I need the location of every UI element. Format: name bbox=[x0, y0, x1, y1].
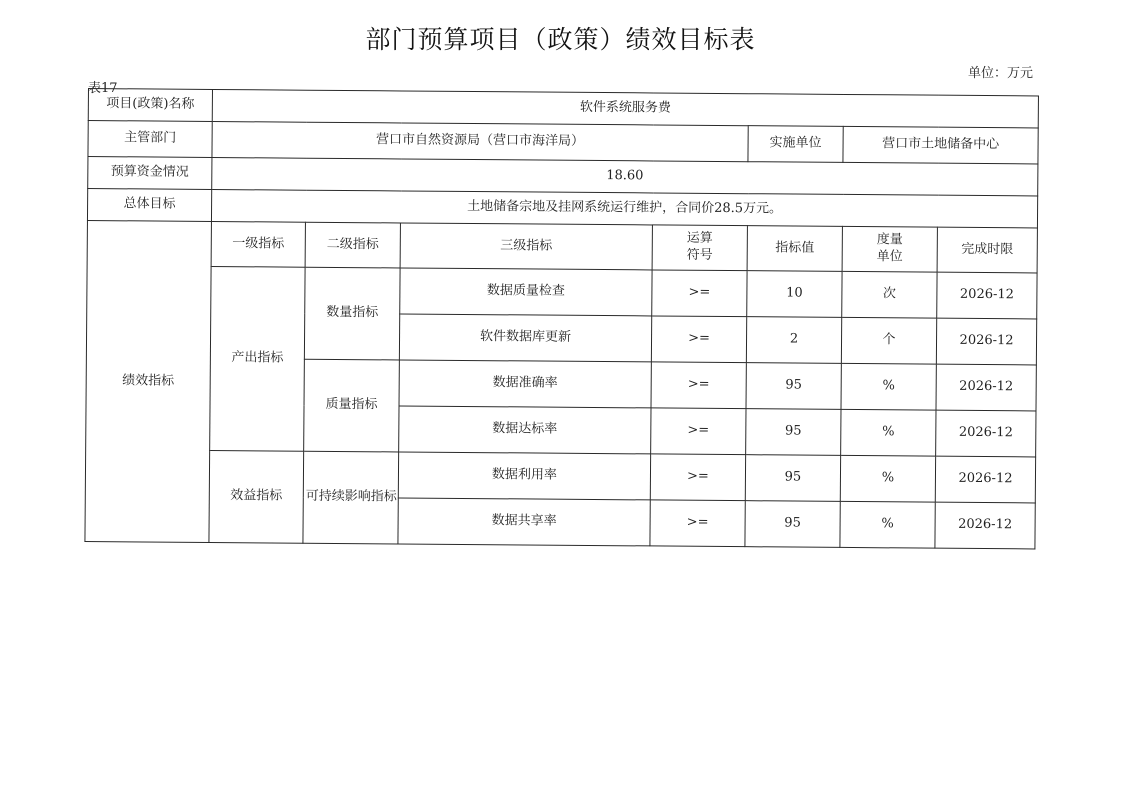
level1-indicator: 产出指标 bbox=[210, 266, 305, 451]
deadline-cell: 2026-12 bbox=[937, 272, 1037, 319]
target-value-cell: 2 bbox=[746, 317, 841, 364]
table-number: 表17 bbox=[88, 81, 118, 96]
performance-target-table bbox=[84, 88, 1039, 549]
operator-cell: >= bbox=[651, 408, 746, 455]
header-level2: 二级指标 bbox=[305, 222, 400, 268]
target-value-cell: 95 bbox=[746, 409, 841, 456]
level3-indicator: 数据达标率 bbox=[399, 406, 651, 454]
level3-indicator: 软件数据库更新 bbox=[399, 314, 651, 362]
unit-cell: 个 bbox=[841, 317, 936, 364]
impl-label: 实施单位 bbox=[748, 126, 843, 163]
dept-value: 营口市自然资源局（营口市海洋局） bbox=[212, 121, 748, 161]
unit-cell: 次 bbox=[842, 271, 937, 318]
budget-value: 18.60 bbox=[212, 157, 1038, 195]
unit-label: 单位：万元 bbox=[967, 66, 1033, 81]
header-value: 指标值 bbox=[747, 226, 842, 272]
level2-indicator: 可持续影响指标 bbox=[303, 451, 399, 544]
operator-cell: >= bbox=[651, 362, 746, 409]
level3-indicator: 数据共享率 bbox=[398, 498, 650, 546]
unit-cell: % bbox=[841, 409, 936, 456]
target-value-cell: 95 bbox=[746, 363, 841, 410]
header-level1: 一级指标 bbox=[211, 221, 305, 267]
unit-cell: % bbox=[840, 501, 935, 548]
page-title: 部门预算项目（政策）绩效目标表 bbox=[365, 25, 756, 54]
header-unit-line1: 度量 bbox=[876, 232, 903, 248]
project-name-value: 软件系统服务费 bbox=[212, 89, 1038, 127]
header-deadline: 完成时限 bbox=[937, 227, 1037, 273]
level3-indicator: 数据质量检查 bbox=[400, 268, 652, 316]
header-unit-line2: 单位 bbox=[876, 249, 903, 265]
level2-indicator: 数量指标 bbox=[304, 267, 400, 360]
level1-indicator: 效益指标 bbox=[209, 450, 304, 543]
goal-label: 总体目标 bbox=[87, 189, 211, 222]
header-level3: 三级指标 bbox=[400, 223, 652, 270]
goal-value: 土地储备宗地及挂网系统运行维护，合同价28.5万元。 bbox=[211, 189, 1037, 227]
indicator-row bbox=[87, 265, 1037, 318]
operator-cell: >= bbox=[650, 500, 745, 547]
deadline-cell: 2026-12 bbox=[936, 318, 1036, 365]
project-name-label: 项目(政策)名称 bbox=[88, 89, 212, 122]
indicator-section-label: 绩效指标 bbox=[85, 220, 212, 542]
deadline-cell: 2026-12 bbox=[935, 502, 1035, 549]
target-value-cell: 10 bbox=[747, 271, 842, 318]
level2-indicator: 质量指标 bbox=[304, 359, 400, 452]
deadline-cell: 2026-12 bbox=[935, 456, 1035, 503]
operator-cell: >= bbox=[650, 454, 745, 501]
header-operator bbox=[652, 225, 747, 271]
target-value-cell: 95 bbox=[745, 455, 840, 502]
budget-label: 预算资金情况 bbox=[88, 157, 212, 190]
header-unit bbox=[842, 226, 937, 272]
operator-cell: >= bbox=[652, 270, 747, 317]
indicator-header-row bbox=[87, 220, 1037, 272]
unit-cell: % bbox=[841, 363, 936, 410]
operator-cell: >= bbox=[651, 316, 746, 363]
unit-cell: % bbox=[840, 455, 935, 502]
impl-value: 营口市土地储备中心 bbox=[843, 126, 1038, 164]
deadline-cell: 2026-12 bbox=[936, 364, 1036, 411]
header-operator-line2: 符号 bbox=[686, 247, 713, 263]
performance-sheet bbox=[84, 88, 1038, 549]
level3-indicator: 数据利用率 bbox=[398, 452, 650, 500]
indicator-row bbox=[85, 449, 1035, 502]
level3-indicator: 数据准确率 bbox=[399, 360, 651, 408]
target-value-cell: 95 bbox=[745, 501, 840, 548]
deadline-cell: 2026-12 bbox=[936, 410, 1036, 457]
header-operator-line1: 运算 bbox=[686, 230, 713, 247]
dept-label: 主管部门 bbox=[88, 121, 212, 158]
